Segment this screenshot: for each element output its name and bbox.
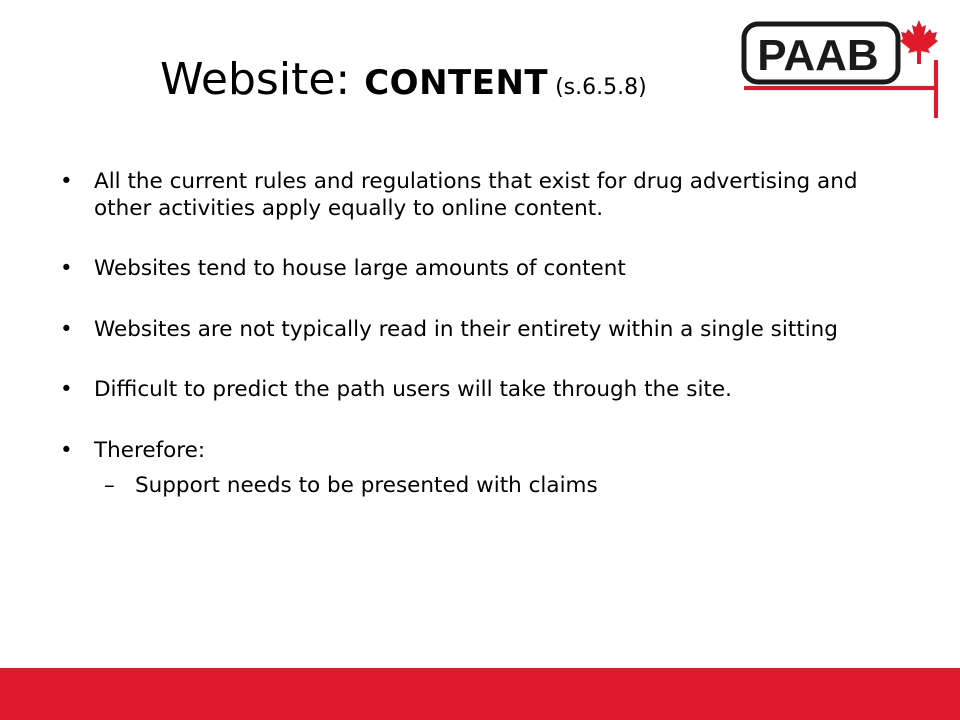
bullet-dot: • (60, 169, 73, 194)
footer-bar (0, 668, 960, 720)
bullet-item (60, 376, 920, 403)
bullet-text: All the current rules and regulations that exist for drug advertising and other activities apply equally to online content. (94, 169, 858, 221)
sub-bullet-item (60, 472, 920, 499)
bullet-text: Difficult to predict the path users will take through the site. (94, 377, 732, 402)
slide-title (160, 54, 647, 105)
title-main: Website: (160, 54, 365, 105)
sub-bullet-dash: – (104, 473, 115, 498)
bullet-dot: • (60, 438, 73, 463)
bullet-list (60, 168, 920, 499)
bullet-item (60, 255, 920, 282)
bullet-text: Therefore: (94, 438, 206, 463)
bullet-item (60, 316, 920, 343)
paab-logo (738, 12, 938, 118)
logo-text: PAAB (757, 31, 879, 80)
bullet-dot: • (60, 317, 73, 342)
bullet-item (60, 168, 920, 222)
title-section-ref: (s.6.5.8) (548, 75, 647, 100)
bullet-text: Websites are not typically read in their entirety within a single sitting (94, 317, 838, 342)
sub-bullet-text: Support needs to be presented with claims (135, 473, 598, 498)
bullet-dot: • (60, 256, 73, 281)
title-bold: CONTENT (364, 63, 549, 103)
bullet-text: Websites tend to house large amounts of content (94, 256, 626, 281)
bullet-item (60, 437, 920, 464)
bullet-dot: • (60, 377, 73, 402)
